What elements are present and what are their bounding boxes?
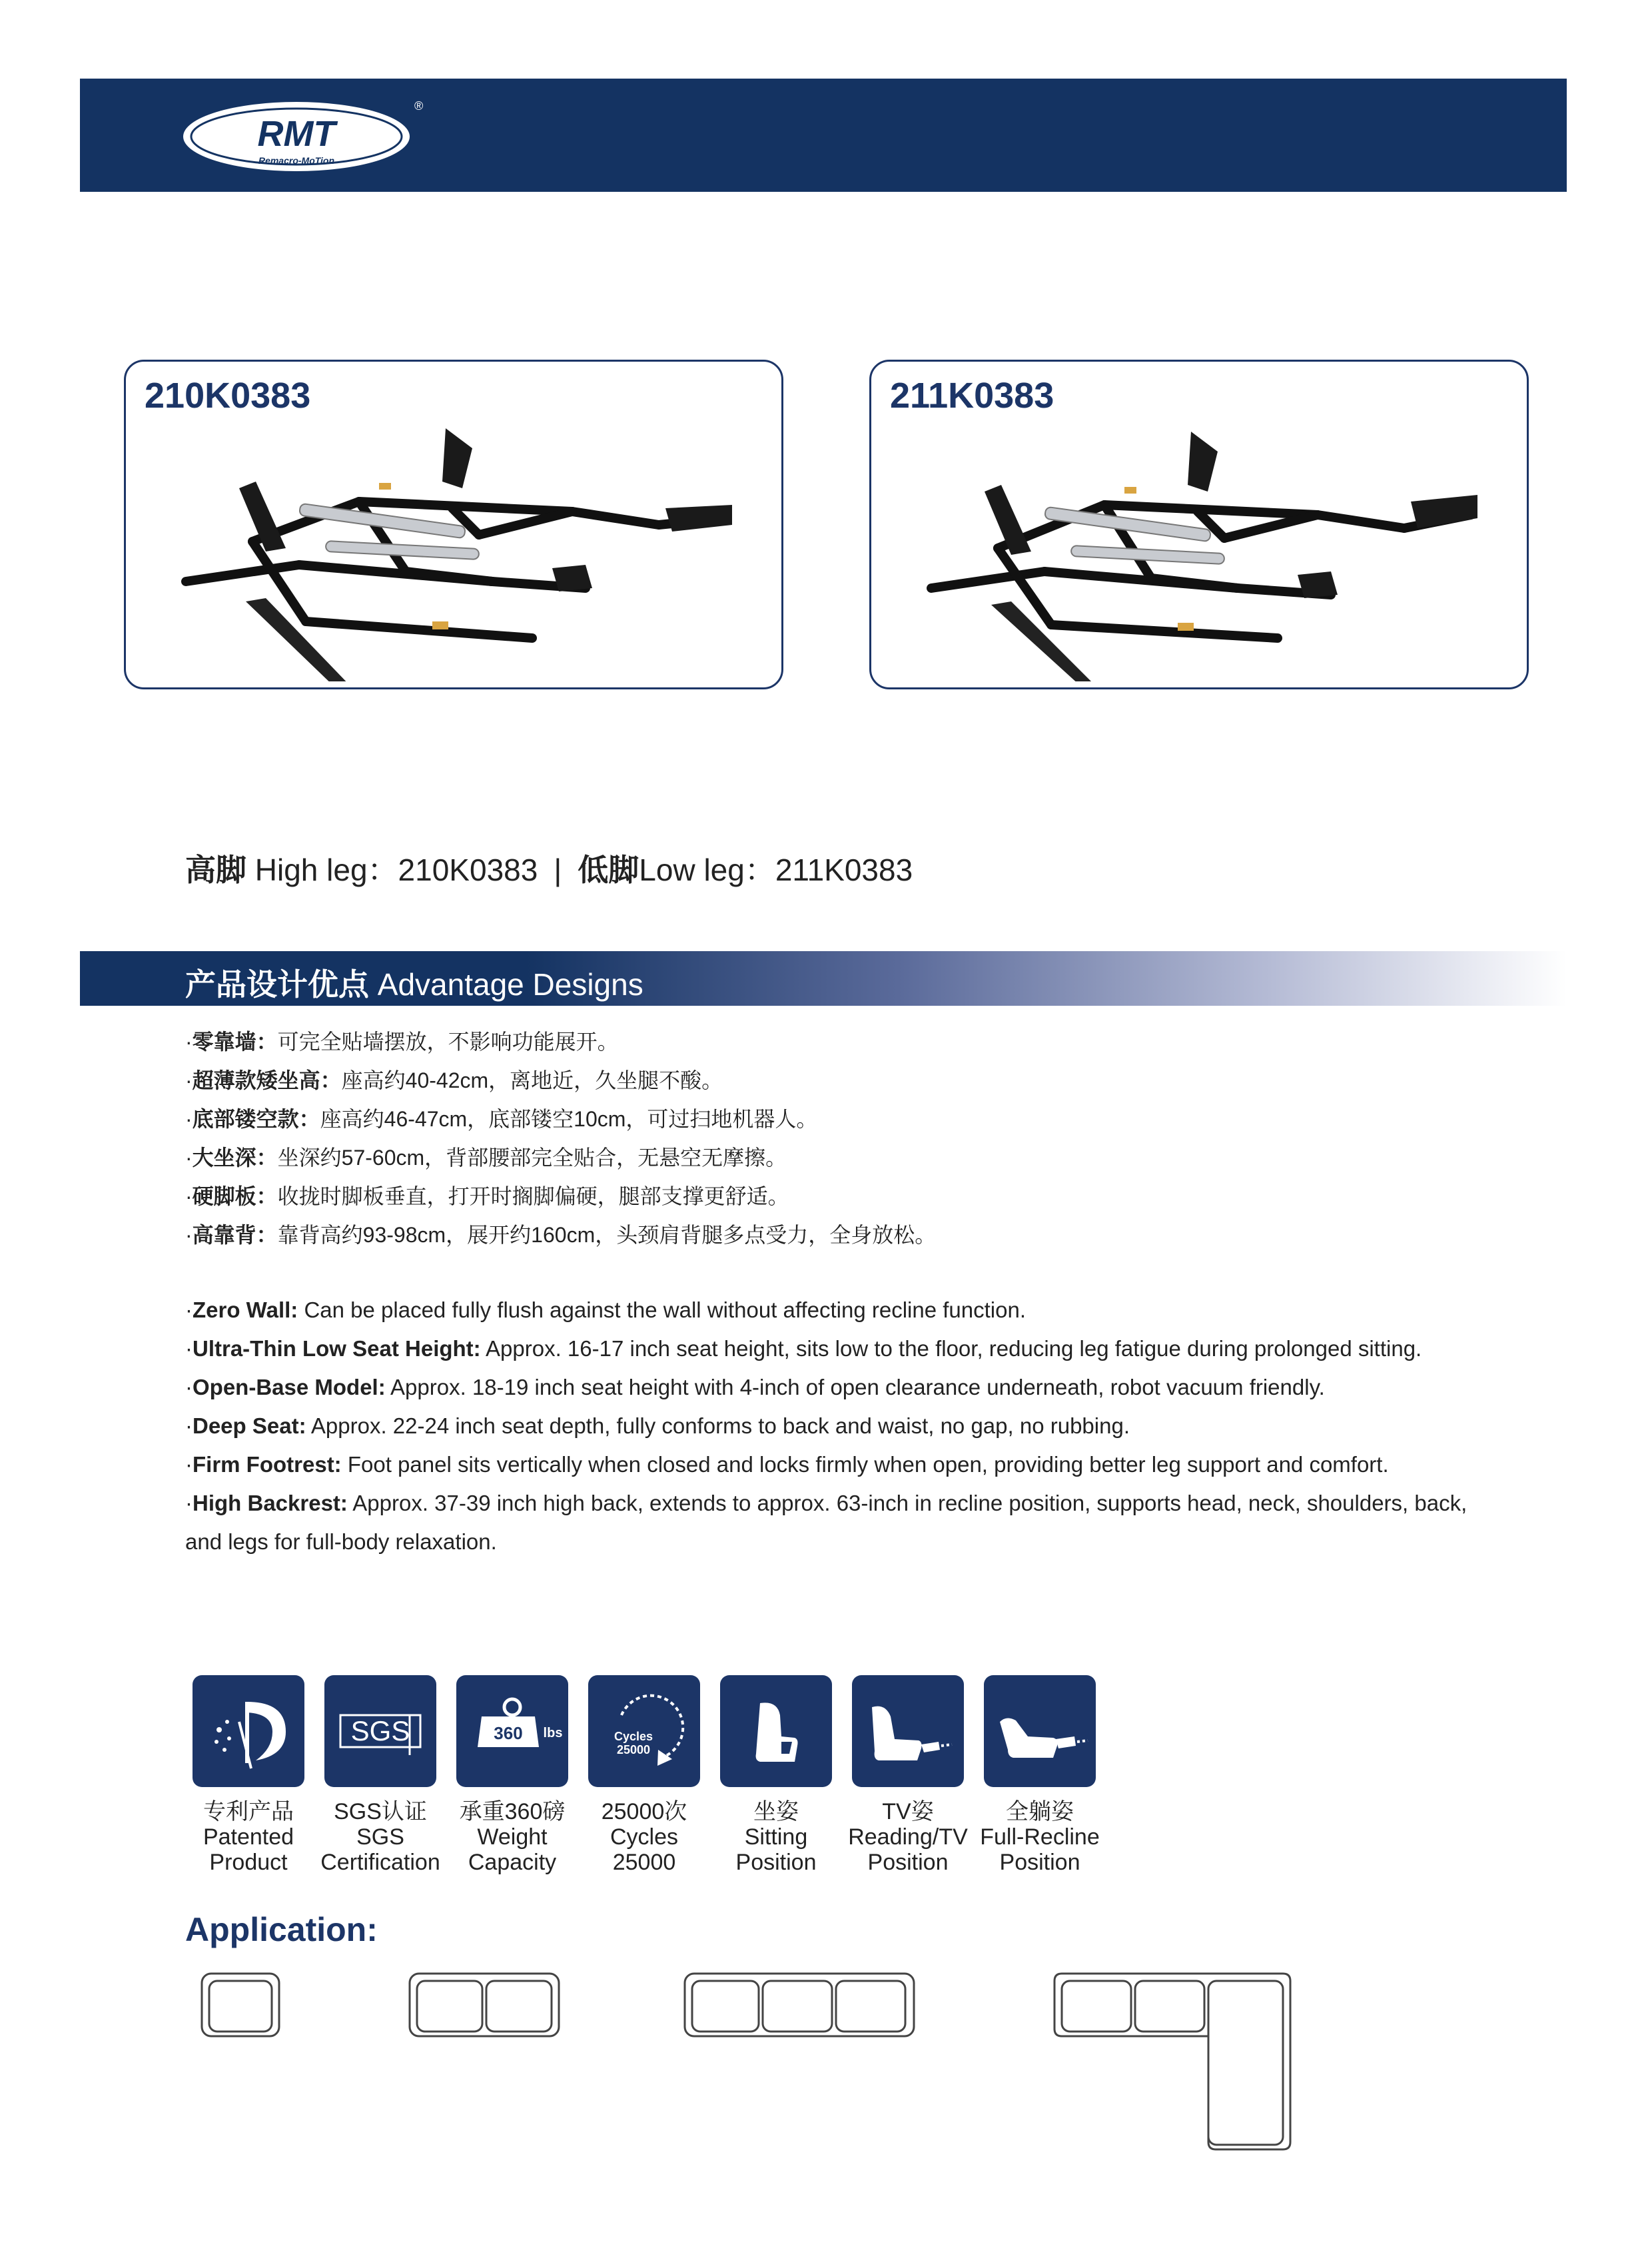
list-item: ·底部镂空款：座高约46-47cm，底部镂空10cm，可过扫地机器人。 [185, 1107, 818, 1131]
advantage-list-cn [185, 1022, 1517, 1254]
three-seat-sofa-icon [683, 1972, 916, 2038]
svg-text:lbs: lbs [543, 1726, 563, 1740]
product-card-high-leg [124, 360, 783, 689]
svg-text:25000: 25000 [616, 1743, 651, 1756]
recline-icon [984, 1675, 1096, 1787]
list-item: ·高靠背：靠背高约93-98cm，展开约160cm，头颈肩背腿多点受力，全身放松。 [185, 1223, 937, 1247]
advantage-title-cn: 产品设计优点 [185, 967, 369, 1002]
leg-separator: | [554, 853, 562, 887]
advantage-header-band [80, 951, 1567, 1006]
sectional-sofa-icon [1052, 1972, 1292, 2151]
svg-text:360: 360 [494, 1723, 523, 1743]
list-item: ·High Backrest: Approx. 37-39 inch high back, extends to approx. 63-inch in recline position, supports head, neck, shoulders, back, and legs for full-body relaxation. [185, 1491, 1467, 1554]
header-band [80, 79, 1567, 192]
cycles-icon [588, 1675, 700, 1787]
registered-mark: ® [414, 99, 424, 113]
patent-icon [193, 1675, 304, 1787]
advantage-title-en: Advantage Designs [369, 967, 643, 1002]
list-item: ·Open-Base Model: Approx. 18-19 inch seat height with 4-inch of open clearance underneath, robot vacuum friendly. [185, 1375, 1325, 1399]
logo-text: RMT [257, 114, 336, 154]
feature-patented: 专利产品 Patented Product [179, 1675, 318, 1875]
single-seat-sofa-icon [200, 1972, 281, 2038]
high-leg-en: High leg：210K0383 [246, 853, 538, 887]
product-code: 211K0383 [890, 376, 1054, 416]
product-code: 210K0383 [145, 376, 311, 416]
two-seat-sofa-icon [408, 1972, 561, 2038]
list-item: ·Ultra-Thin Low Seat Height: Approx. 16-17 inch seat height, sits low to the floor, reducing leg fatigue during prolonged sitting. [185, 1336, 1422, 1361]
rmt-logo [180, 95, 426, 175]
feature-recline: 全躺姿 Full-Recline Position [970, 1675, 1110, 1875]
weight-icon [456, 1675, 568, 1787]
feature-reading: TV姿 Reading/TV Position [838, 1675, 978, 1875]
application-title: Application: [185, 1911, 378, 1948]
advantage-title [185, 960, 643, 1004]
list-item: ·硬脚板：收拢时脚板垂直，打开时搁脚偏硬，腿部支撑更舒适。 [185, 1184, 789, 1208]
logo-subtitle: Remacro-MoTion [258, 155, 335, 166]
advantage-list-en [185, 1291, 1504, 1561]
product-card-low-leg [869, 360, 1529, 689]
high-leg-cn: 高脚 [185, 853, 246, 887]
list-item: ·零靠墙：可完全贴墙摆放，不影响功能展开。 [185, 1030, 619, 1054]
low-leg-cn: 低脚 [578, 853, 639, 887]
sitting-icon [720, 1675, 832, 1787]
svg-text:SGS: SGS [350, 1715, 410, 1746]
leg-variants-line [185, 846, 913, 890]
feature-sitting: 坐姿 Sitting Position [706, 1675, 846, 1875]
feature-cycles: Cycles 25000 25000次 Cycles 25000 [574, 1675, 714, 1875]
list-item: ·超薄款矮坐高：座高约40-42cm，离地近，久坐腿不酸。 [185, 1068, 723, 1092]
recliner-mechanism-image [905, 408, 1491, 681]
list-item: ·Deep Seat: Approx. 22-24 inch seat depth, fully conforms to back and waist, no gap, no rubbing. [185, 1413, 1130, 1438]
list-item: ·Zero Wall: Can be placed fully flush against the wall without affecting recline function. [185, 1298, 1026, 1322]
sgs-icon [324, 1675, 436, 1787]
feature-sgs: SGS SGS认证 SGS Certification [310, 1675, 450, 1875]
list-item: ·大坐深：坐深约57-60cm，背部腰部完全贴合，无悬空无摩擦。 [185, 1146, 787, 1170]
feature-weight: 360 lbs 承重360磅 Weight Capacity [442, 1675, 582, 1875]
low-leg-en: Low leg：211K0383 [639, 853, 913, 887]
svg-text:Cycles: Cycles [614, 1730, 653, 1743]
recliner-mechanism-image [159, 408, 745, 681]
list-item: ·Firm Footrest: Foot panel sits vertically when closed and locks firmly when open, providing better leg support and comfort. [185, 1452, 1389, 1477]
reading-icon [852, 1675, 964, 1787]
